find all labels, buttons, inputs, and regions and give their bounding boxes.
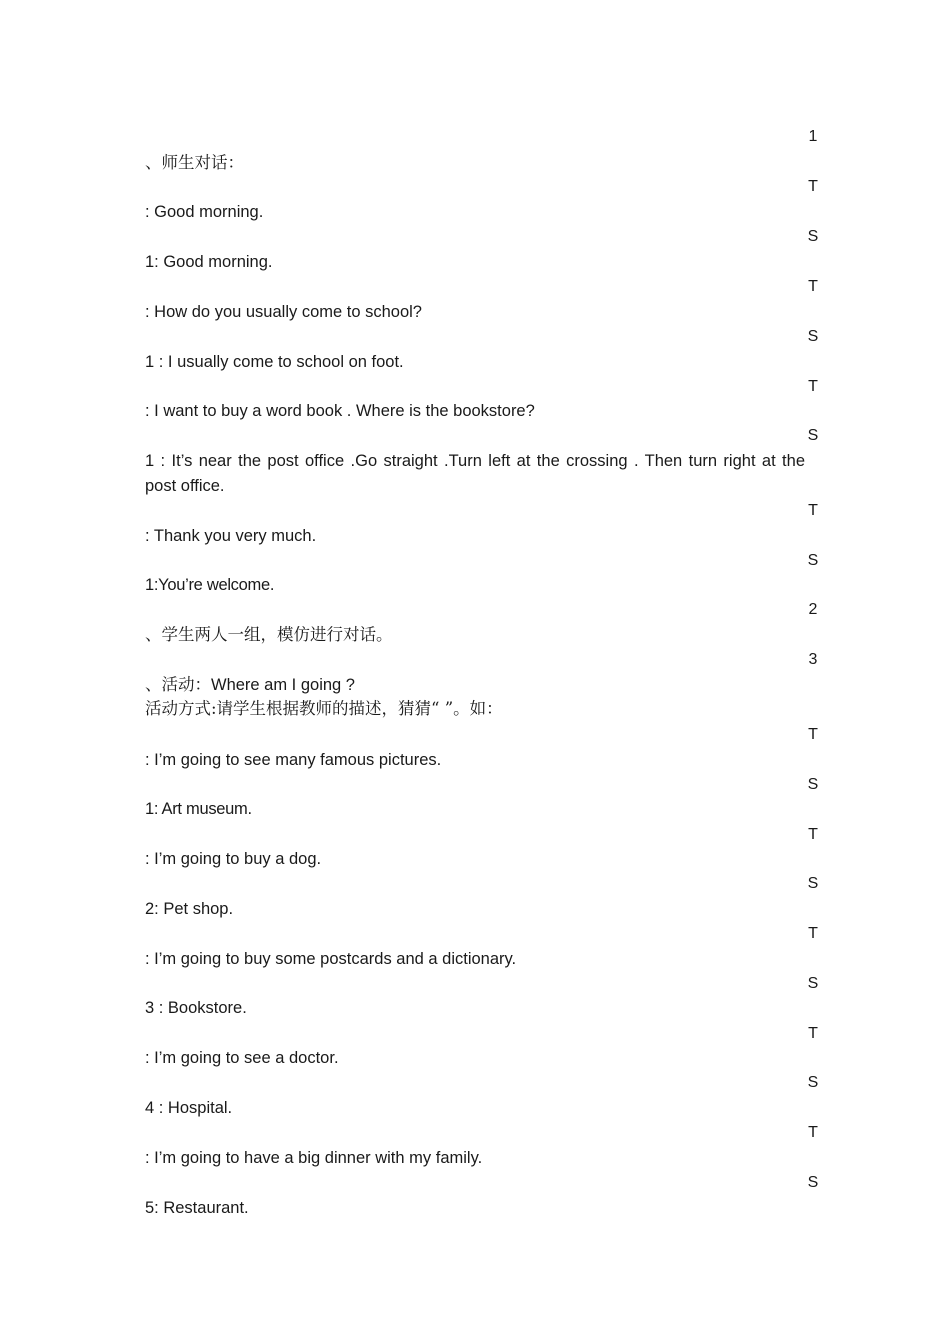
marker: S <box>807 328 819 345</box>
dialogue-line: 1:You’re welcome. <box>145 576 275 594</box>
dialogue-line: : I’m going to have a big dinner with my family. <box>145 1149 483 1167</box>
dialogue-line: 4 : Hospital. <box>145 1099 233 1117</box>
dialogue-line: : I’m going to buy some postcards and a dictionary. <box>145 950 517 968</box>
activity-label: 、活动： <box>145 675 211 694</box>
marker: S <box>807 1074 819 1091</box>
marker: T <box>808 178 818 195</box>
marker: 3 <box>808 651 818 668</box>
dialogue-line: : Good morning. <box>145 203 264 221</box>
dialogue-line: : I’m going to see a doctor. <box>145 1049 339 1067</box>
dialogue-line: 2: Pet shop. <box>145 900 234 918</box>
marker: T <box>808 726 818 743</box>
dialogue-line: : How do you usually come to school? <box>145 303 422 321</box>
dialogue-line: 1 : It’s near the post office .Go straight .Turn left at the crossing . Then turn right at the post office. <box>145 452 805 495</box>
activity-title: Where am I going ? <box>211 676 355 694</box>
dialogue-line: 5: Restaurant. <box>145 1199 249 1217</box>
dialogue-line: 3 : Bookstore. <box>145 999 247 1017</box>
dialogue-line: 1: Good morning. <box>145 253 273 271</box>
activity-instructions: 活动方式:请学生根据教师的描述，猜猜“ ”。如： <box>145 699 503 718</box>
marker: S <box>807 975 819 992</box>
marker: S <box>807 776 819 793</box>
marker: 2 <box>808 601 818 618</box>
marker: T <box>808 925 818 942</box>
section-heading: 、师生对话： <box>145 153 244 172</box>
dialogue-line: 1 : I usually come to school on foot. <box>145 353 404 371</box>
marker: T <box>808 1025 818 1042</box>
section-heading <box>145 673 355 697</box>
dialogue-line: : Thank you very much. <box>145 527 317 545</box>
marker: S <box>807 552 819 569</box>
marker: S <box>807 228 819 245</box>
marker: S <box>807 1174 819 1191</box>
dialogue-line: : I want to buy a word book . Where is the bookstore? <box>145 402 535 420</box>
marker: 1 <box>808 128 818 145</box>
marker: T <box>808 502 818 519</box>
dialogue-line: : I’m going to buy a dog. <box>145 850 322 868</box>
marker: T <box>808 1124 818 1141</box>
section-heading: 、学生两人一组，模仿进行对话。 <box>145 625 393 644</box>
marker: S <box>807 875 819 892</box>
marker: T <box>808 278 818 295</box>
marker: S <box>807 427 819 444</box>
dialogue-line: : I’m going to see many famous pictures. <box>145 751 442 769</box>
dialogue-line: 1: Art museum. <box>145 800 252 818</box>
marker: T <box>808 826 818 843</box>
marker: T <box>808 378 818 395</box>
